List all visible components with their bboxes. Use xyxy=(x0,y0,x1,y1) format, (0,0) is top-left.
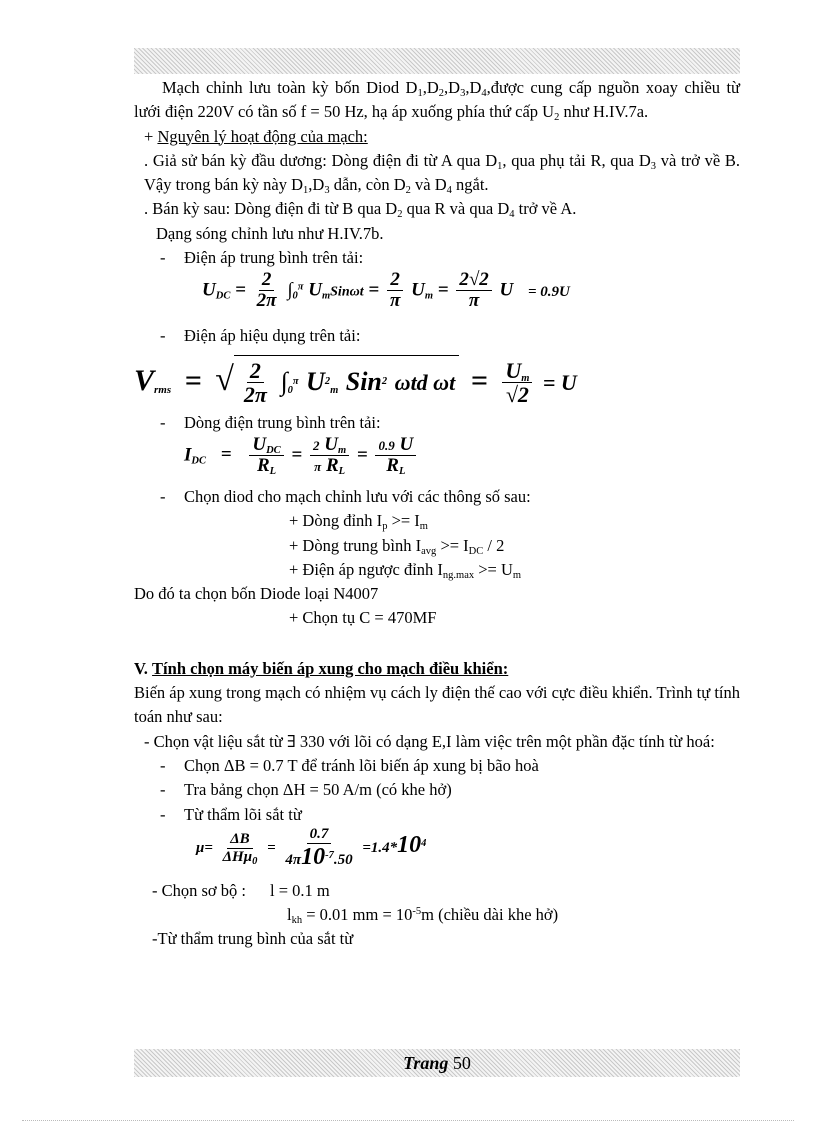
bullet-avg-voltage: - Điện áp trung bình trên tải: xyxy=(160,248,364,268)
prelim-l: - Chọn sơ bộ : l = 0.1 m xyxy=(152,880,330,900)
equation-mu: μ= $\frac{\Delta B}{\Delta H\mu_0}$ = $\frac{0.7}{4\pi 10^{-7}.50}$ $=1.4*10^4$ xyxy=(196,825,427,870)
half-cycle-2: . Bán kỳ sau: Dòng điện đi từ B qua $D_2$ qua R và qua $D_4$ trở về A. xyxy=(144,199,577,221)
intro-paragraph: Mạch chỉnh lưu toàn kỳ bốn Diod $D_1,D_2,D_3,D_4,được$ cung cấp nguồn xoay chiều từ lưới điện 220V có tần số f = 50 Hz, hạ áp xuống phía thứ cấp $U_2$ như H.IV.7a. xyxy=(134,78,741,124)
bullet-delta-b: - Chọn ΔB = 0.7 T để tránh lõi biến áp xung bị bão hoà xyxy=(160,755,539,775)
diode-reverse-voltage: + Điện áp ngược đỉnh $I_{ng.max} >= U_m$ xyxy=(289,559,522,581)
prelim-lkh: $l_{kh} = 0.01$ mm = $10^{-5}m$ (chiều dài khe hở) xyxy=(287,905,559,927)
bottom-divider xyxy=(22,1120,794,1121)
footer-word: Trang xyxy=(403,1053,449,1073)
section-v-heading: V. Tính chọn máy biến áp xung cho mạch điều khiển: xyxy=(134,658,509,678)
bullet-choose-diode: - Chọn diod cho mạch chỉnh lưu với các thông số sau: xyxy=(160,486,531,506)
core-material: - Chọn vật liệu sắt từ ∃ 330 với lõi có dạng E,I làm việc trên một phần đặc tính từ hoá: xyxy=(144,731,715,751)
equation-vrms: $V_{rms}$ = √ $\frac{2}{2\pi}$ $\int_0^\pi$ $U^2_m$ Sin$^2$ ωtd ωt = $\frac{U_m}{√2}$ = U xyxy=(134,349,740,411)
principle-heading: + Nguyên lý hoạt động của mạch: xyxy=(144,126,368,146)
bullet-rms-voltage: - Điện áp hiệu dụng trên tải: xyxy=(160,326,361,346)
equation-udc: $U_{DC}$ = $\frac{2}{2\pi}$ $\int_0^\pi$ $U_mSin\omega t$ = $\frac{2}{\pi}$ $U_m$ = $\frac{2√2}{\pi}$ U = 0.9U xyxy=(202,269,570,312)
pulse-transformer-intro: Biến áp xung trong mạch có nhiệm vụ cách ly điện thế cao với cực điều khiển. Trình tự tính toán như sau: xyxy=(134,683,740,727)
bullet-permeability: - Từ thẩm lõi sắt từ xyxy=(160,804,302,824)
header-band xyxy=(134,48,740,74)
page-footer xyxy=(134,1049,740,1077)
bullet-delta-h: - Tra bảng chọn ΔH = 50 A/m (có khe hở) xyxy=(160,780,452,800)
page-content xyxy=(134,76,740,952)
equation-idc: $I_{DC}$ = $\frac{U_{DC}}{R_L}$ = $\frac{2 U_m}{\pi R_L}$ = $\frac{0.9 U}{R_L}$ xyxy=(134,435,740,485)
avg-permeability: -Từ thẩm trung bình của sắt từ xyxy=(152,929,354,949)
bullet-avg-current: - Dòng điện trung bình trên tải: xyxy=(160,412,381,432)
page-number: 50 xyxy=(452,1053,471,1073)
diode-choice: Do đó ta chọn bốn Diode loại N4007 xyxy=(134,584,379,604)
diode-avg-current: + Dòng trung bình $I_{avg} >= I_{DC} / 2$ xyxy=(289,535,505,557)
waveform-note: Dạng sóng chỉnh lưu như H.IV.7b. xyxy=(156,223,384,243)
diode-peak-current: + Dòng đỉnh $I_p >= I_m$ xyxy=(289,511,428,533)
half-cycle-1: . Giả sử bán kỳ đầu dương: Dòng điện đi từ A qua $D_1$, qua phụ tải R, qua $D_3$ và trở về B. Vậy trong bán kỳ này $D_1,D_3$ dẫn, còn $D_2$ và $D_4$ ngắt. xyxy=(144,150,741,197)
capacitor-choice: + Chọn tụ C = 470MF xyxy=(289,608,437,628)
